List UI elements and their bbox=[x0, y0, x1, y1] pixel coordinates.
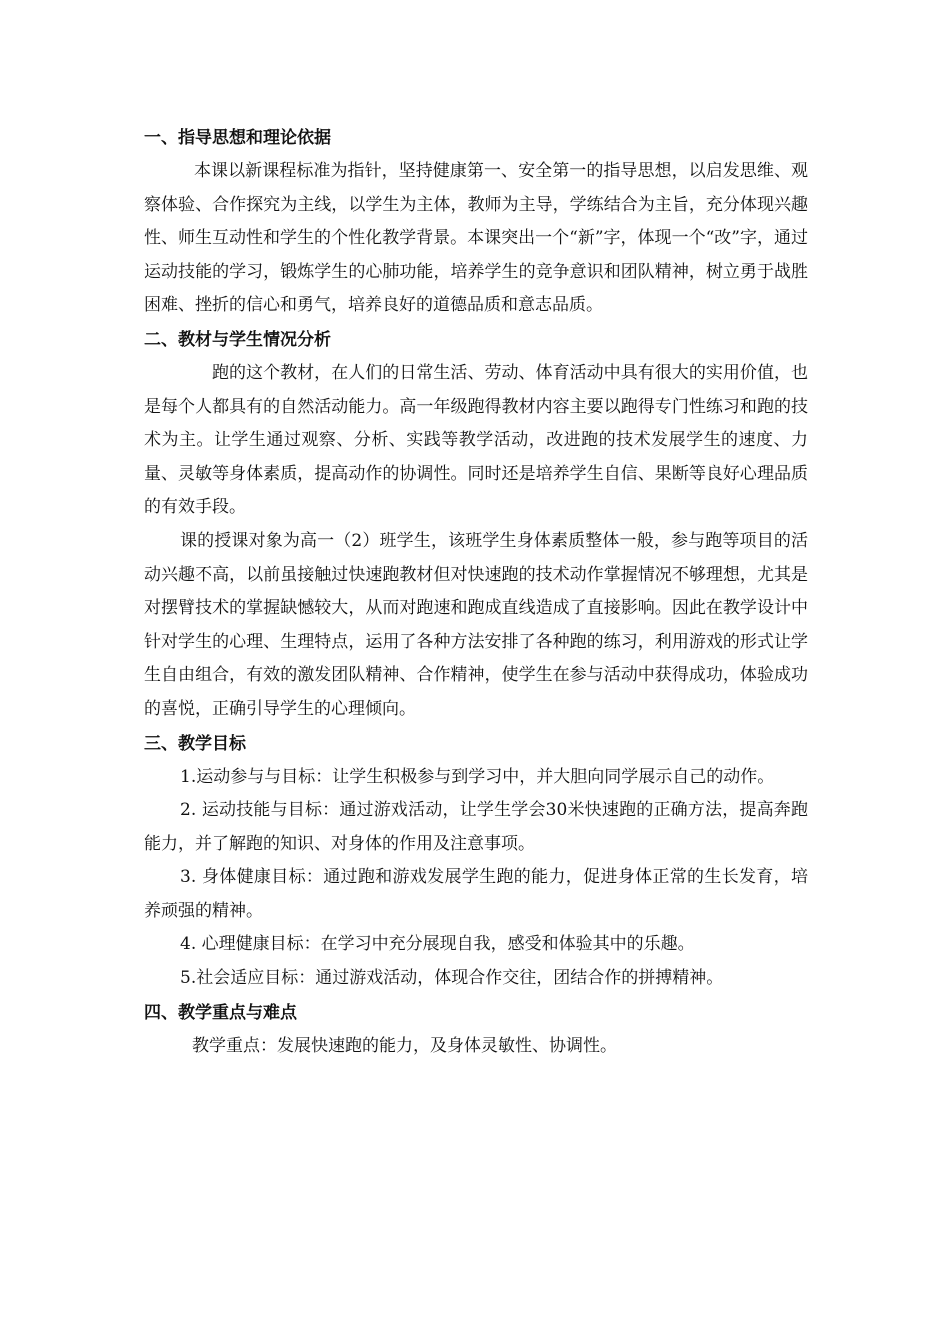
goal-item-physical-health: 3. 身体健康目标：通过跑和游戏发展学生跑的能力，促进身体正常的生长发育，培养顽强的精神。 bbox=[144, 867, 808, 921]
section-heading-material-analysis: 二、教材与学生情况分析 bbox=[144, 329, 331, 350]
goal-item-social-adaptation: 5.社会适应目标：通过游戏活动，体现合作交往，团结合作的拼搏精神。 bbox=[180, 968, 724, 989]
paragraph-material-analysis: 跑的这个教材，在人们的日常生活、劳动、体育活动中具有很大的实用价值，也是每个人都具有的自然活动能力。高一年级跑得教材内容主要以跑得专门性练习和跑的技术为主。让学生通过观察、分析、实践等教学活动，改进跑的技术发展学生的速度、力量、灵敏等身体素质，提高动作的协调性。同时还是培养学生自信、果断等良好心理品质的有效手段。 bbox=[144, 362, 808, 518]
section-heading-key-points: 四、教学重点与难点 bbox=[144, 1002, 297, 1023]
goal-item-motor-skills: 2. 运动技能与目标：通过游戏活动，让学生学会30米快速跑的正确方法，提高奔跑能力，并了解跑的知识、对身体的作用及注意事项。 bbox=[144, 800, 808, 854]
section-heading-teaching-goals: 三、教学目标 bbox=[144, 733, 246, 754]
paragraph-student-analysis: 课的授课对象为高一（2）班学生，该班学生身体素质整体一般，参与跑等项目的活动兴趣不高，以前虽接触过快速跑教材但对快速跑的技术动作掌握情况不够理想，尤其是对摆臂技术的掌握缺憾较大，从而对跑速和跑成直线造成了直接影响。因此在教学设计中针对学生的心理、生理特点，运用了各种方法安排了各种跑的练习，利用游戏的形式让学生自由组合，有效的激发团队精神、合作精神，使学生在参与活动中获得成功，体验成功的喜悦，正确引导学生的心理倾向。 bbox=[144, 530, 808, 719]
paragraph-guiding-ideology: 本课以新课程标准为指针，坚持健康第一、安全第一的指导思想，以启发思维、观察体验、合作探究为主线，以学生为主体，教师为主导，学练结合为主旨，充分体现兴趣性、师生互动性和学生的个性化教学背景。本课突出一个“新”字，体现一个“改”字，通过运动技能的学习，锻炼学生的心肺功能，培养学生的竞争意识和团队精神，树立勇于战胜困难、挫折的信心和勇气，培养良好的道德品质和意志品质。 bbox=[144, 161, 808, 316]
paragraph-teaching-focus: 教学重点：发展快速跑的能力，及身体灵敏性、协调性。 bbox=[192, 1035, 617, 1056]
goal-item-participation: 1.运动参与与目标：让学生积极参与到学习中，并大胆向同学展示自己的动作。 bbox=[180, 766, 775, 787]
section-heading-guiding-ideology: 一、指导思想和理论依据 bbox=[144, 128, 331, 148]
document-body bbox=[144, 121, 808, 1063]
goal-item-mental-health: 4. 心理健康目标：在学习中充分展现自我，感受和体验其中的乐趣。 bbox=[180, 934, 695, 955]
